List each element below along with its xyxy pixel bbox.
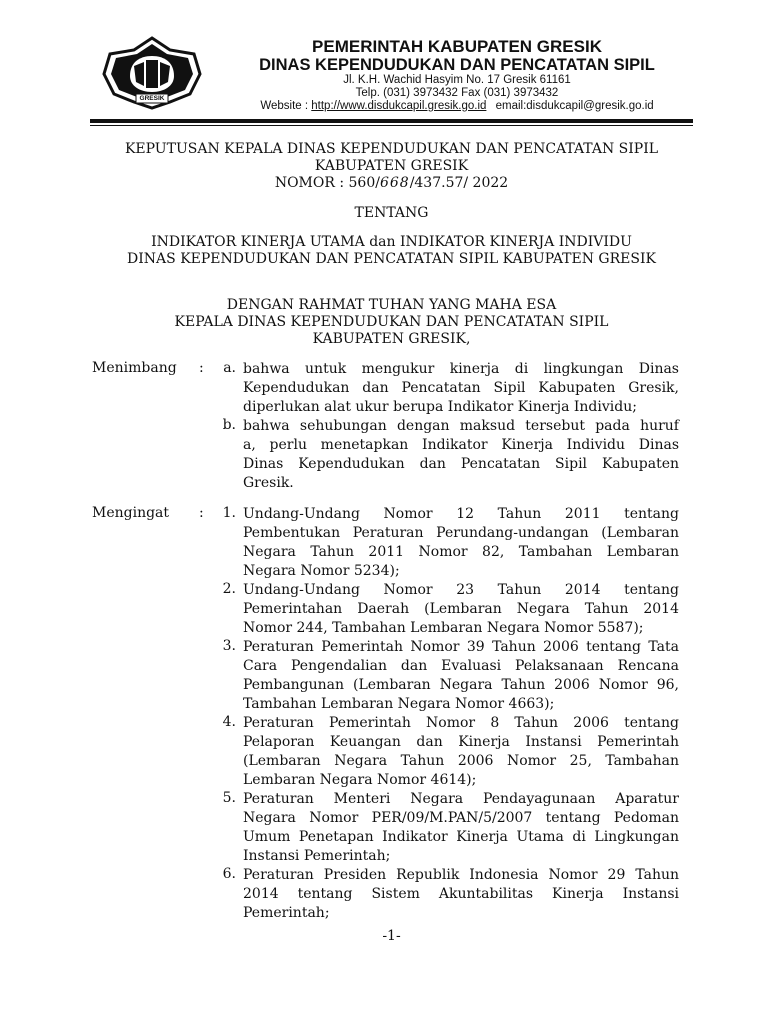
agency-email: email:disdukcapil@gresik.go.id [495, 100, 654, 112]
government-name: PEMERINTAH KABUPATEN GRESIK [312, 37, 602, 56]
list-item-line: Tambahan Lembaran Negara Nomor 4663); [243, 696, 555, 712]
website-label: Website : [260, 100, 309, 112]
list-item-line: Lembaran Negara Nomor 4614); [243, 772, 477, 788]
list-item-line: Cara Pengendalian dan Evaluasi Pelaksanaan Rencana [243, 658, 679, 674]
list-item: Peraturan Pemerintah Nomor 8 Tahun 2006 tentang [243, 715, 679, 731]
list-item-line: Negara Nomor 5234); [243, 563, 400, 579]
list-item-line: a, perlu menetapkan Indikator Kinerja Individu Dinas [243, 437, 679, 453]
considering-label: Menimbang [92, 360, 177, 376]
list-item-line: Pelaporan Keuangan dan Kinerja Instansi Pemerintah [243, 734, 679, 750]
list-item: Peraturan Menteri Negara Pendayagunaan Aparatur [243, 791, 679, 807]
about-label: TENTANG [354, 205, 429, 221]
website-link[interactable]: http://www.disdukcapil.gresik.go.id [311, 100, 487, 112]
list-item-line: Negara Nomor PER/09/M.PAN/5/2007 tentang Pedoman [243, 810, 679, 826]
letterhead-rule-thick [90, 119, 693, 123]
list-item: bahwa untuk mengukur kinerja di lingkungan Dinas [243, 361, 679, 377]
list-item-line: Pemerintahan Daerah (Lembaran Negara Tahun 2014 [243, 601, 679, 617]
decree-title: KEPUTUSAN KEPALA DINAS KEPENDUDUKAN DAN PENCATATAN SIPIL [124, 141, 659, 157]
list-item: Undang-Undang Nomor 12 Tahun 2011 tentang [243, 506, 679, 522]
list-marker: 5. [222, 790, 236, 806]
recalling-label: Mengingat [92, 505, 170, 521]
preamble-line-2: KEPALA DINAS KEPENDUDUKAN DAN PENCATATAN SIPIL [174, 314, 609, 330]
list-item: Peraturan Presiden Republik Indonesia Nomor 29 Tahun [243, 867, 679, 883]
list-item-line: Dinas Kependudukan dan Pencatatan Sipil Kabupaten [243, 456, 679, 472]
list-item: bahwa sehubungan dengan maksud tersebut pada huruf [243, 418, 679, 434]
agency-name: DINAS KEPENDUDUKAN DAN PENCATATAN SIPIL [259, 56, 655, 74]
agency-address: Jl. K.H. Wachid Hasyim No. 17 Gresik 61161 [343, 74, 571, 86]
agency-contact [222, 100, 692, 112]
list-marker: a. [223, 360, 236, 376]
list-marker: 1. [222, 505, 236, 521]
list-item-line: Pemerintah; [243, 905, 330, 921]
list-item-line: Nomor 244, Tambahan Lembaran Negara Nomor 5587); [243, 620, 644, 636]
preamble-line-3: KABUPATEN GRESIK, [312, 331, 471, 347]
list-item-line: Pembangunan (Lembaran Negara Tahun 2006 Nomor 96, [243, 677, 679, 693]
list-marker: 3. [222, 638, 236, 654]
handwritten-number: 668 [379, 175, 410, 191]
list-item-line: Gresik. [243, 475, 294, 491]
list-item-line: Negara Tahun 2011 Nomor 82, Tambahan Lembaran [243, 544, 679, 560]
list-item-line: Pembentukan Peraturan Perundang-undangan (Lembaran [243, 525, 679, 541]
list-item-line: (Lembaran Negara Tahun 2006 Nomor 25, Tambahan [243, 753, 679, 769]
considering-colon: : [199, 360, 204, 376]
list-item-line: Instansi Pemerintah; [243, 848, 391, 864]
list-item-line: Umum Penetapan Indikator Kinerja Utama di Lingkungan [243, 829, 679, 845]
list-item-line: Kependudukan dan Pencatatan Sipil Kabupaten Gresik, [243, 380, 679, 396]
preamble-line-1: DENGAN RAHMAT TUHAN YANG MAHA ESA [226, 297, 557, 313]
emblem-label: GRESIK [139, 95, 165, 102]
letterhead-rule-thin [90, 125, 693, 126]
list-item: Undang-Undang Nomor 23 Tahun 2014 tentang [243, 582, 679, 598]
list-marker: 6. [222, 866, 236, 882]
subject-line-1: INDIKATOR KINERJA UTAMA dan INDIKATOR KINERJA INDIVIDU [151, 234, 632, 250]
regency-emblem-logo [100, 36, 204, 112]
list-item: Peraturan Pemerintah Nomor 39 Tahun 2006 tentang Tata [243, 639, 679, 655]
decree-number: NOMOR : 560/668/437.57/ 2022 [274, 175, 509, 191]
list-item-line: diperlukan alat ukur berupa Indikator Kinerja Individu; [243, 399, 637, 415]
recalling-colon: : [199, 505, 204, 521]
page-number: -1- [382, 928, 401, 944]
list-item-line: 2014 tentang Sistem Akuntabilitas Kinerja Instansi [243, 886, 679, 902]
list-marker: 2. [222, 581, 236, 597]
agency-phone: Telp. (031) 3973432 Fax (031) 3973432 [355, 87, 559, 99]
list-marker: b. [222, 417, 236, 433]
list-marker: 4. [222, 714, 236, 730]
decree-title-regency: KABUPATEN GRESIK [314, 158, 469, 174]
subject-line-2: DINAS KEPENDUDUKAN DAN PENCATATAN SIPIL KABUPATEN GRESIK [127, 251, 656, 267]
